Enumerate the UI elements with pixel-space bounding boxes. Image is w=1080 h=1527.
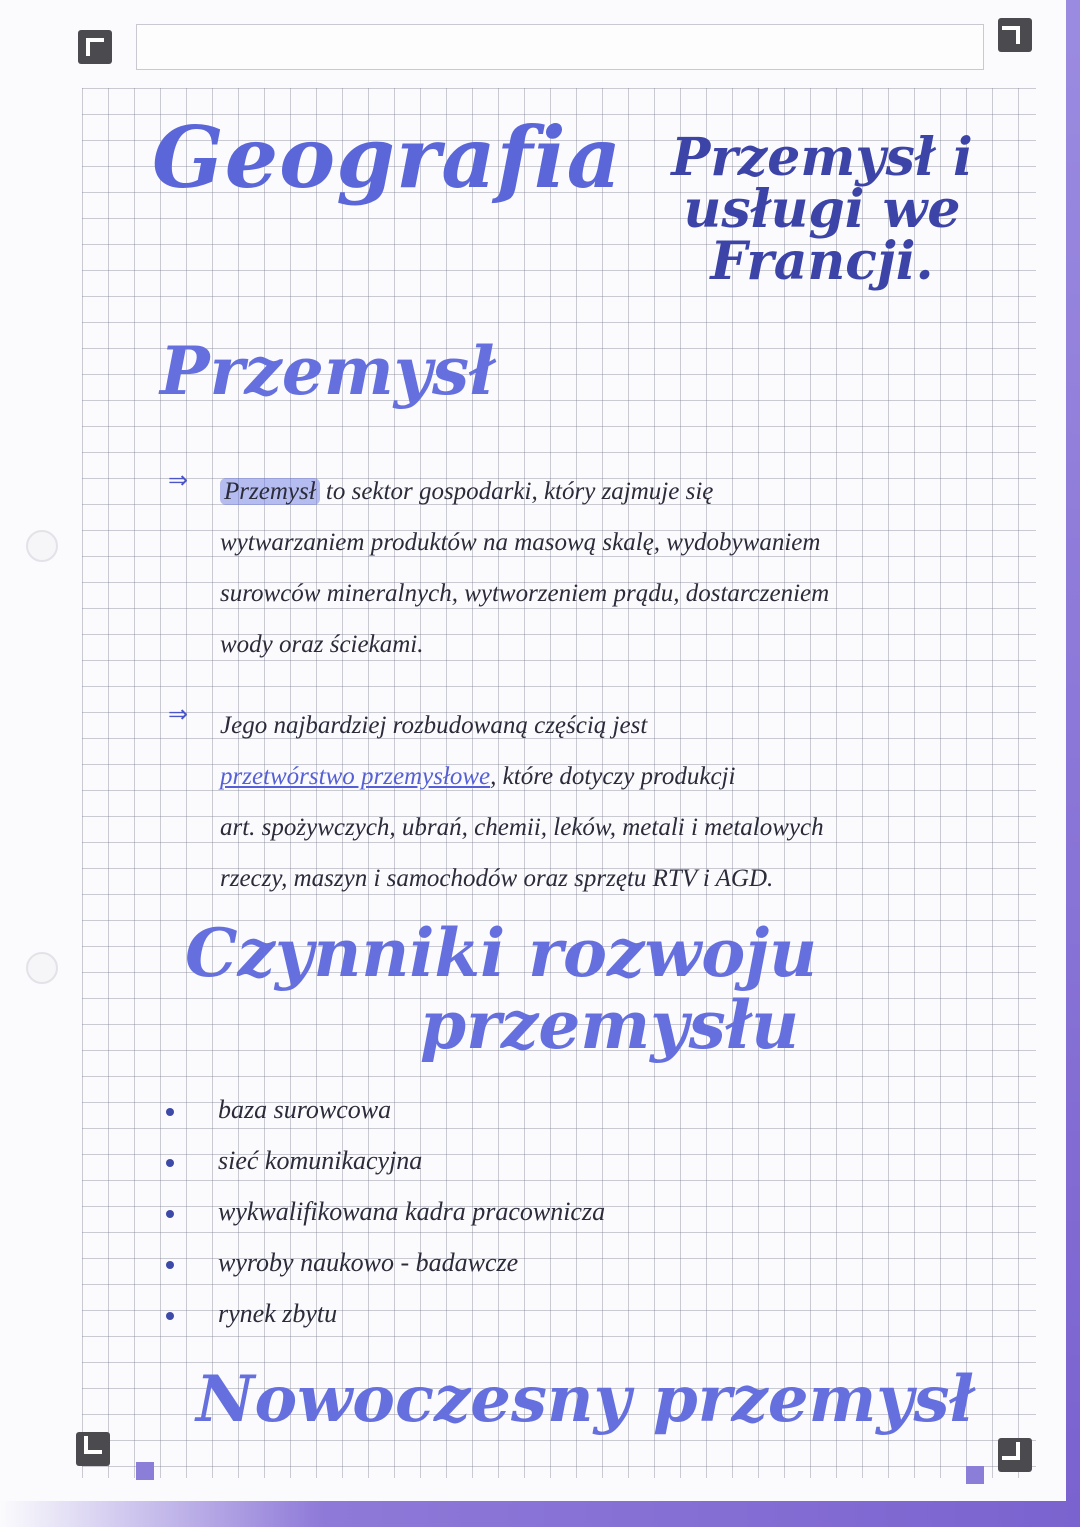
bullet-icon (166, 1108, 174, 1116)
page-edge-right (1066, 0, 1080, 1527)
text-line: wody oraz ściekami. (220, 631, 424, 658)
text-line: wytwarzaniem produktów na masową skalę, wydobywaniem (220, 529, 821, 556)
list-item: wykwalifikowana kadra pracownicza (166, 1186, 605, 1237)
text-line: Jego najbardziej rozbudowaną częścią jest (220, 712, 648, 739)
paragraph-definition: ⇒ Przemysł to sektor gospodarki, który zajmuje się wytwarzaniem produktów na masową skalę, wydobywaniem surowców mineralnych, wytworzeniem prądu, dostarczeniem wody oraz ściekami. (168, 466, 1038, 670)
section-heading-factors-line1: Czynniki rozwoju (185, 914, 818, 992)
text-line: art. spożywczych, ubrań, chemii, leków, metali i metalowych (220, 814, 824, 841)
corner-marker-bottom-right-icon (998, 1438, 1032, 1472)
corner-marker-bottom-left-icon (76, 1432, 110, 1466)
corner-marker-top-right-icon (998, 18, 1032, 52)
factors-list (166, 1084, 605, 1339)
highlighted-term: Przemysł (220, 478, 320, 505)
section-heading-industry: Przemysł (160, 332, 495, 410)
page-square-marker-right (966, 1466, 984, 1484)
bullet-icon (166, 1210, 174, 1218)
list-item: sieć komunikacyjna (166, 1135, 605, 1186)
binder-hole (26, 530, 58, 562)
arrow-icon: ⇒ (168, 468, 189, 494)
section-heading-modern: Nowoczesny przemysł (196, 1362, 975, 1437)
list-item: wyroby naukowo - badawcze (166, 1237, 605, 1288)
header-field (136, 24, 984, 70)
section-heading-factors-line2: przemysłu (420, 986, 800, 1064)
bullet-icon (166, 1159, 174, 1167)
list-item: rynek zbytu (166, 1288, 605, 1339)
corner-marker-top-left-icon (78, 30, 112, 64)
paragraph-processing: ⇒ Jego najbardziej rozbudowaną częścią jest przetwórstwo przemysłowe, które dotyczy produkcji art. spożywczych, ubrań, chemii, leków, metali i metalowych rzeczy, maszyn i samochodów oraz sprzętu RTV i AGD. (168, 700, 1038, 904)
page-title: Geografia (152, 108, 623, 207)
page-edge-bottom (0, 1501, 1080, 1527)
topic-title: Przemysł i usługi we Francji. (671, 127, 973, 292)
highlighted-term: przetwórstwo przemysłowe (220, 763, 491, 790)
page-square-marker-left (136, 1462, 154, 1480)
binder-hole (26, 952, 58, 984)
arrow-icon: ⇒ (168, 702, 189, 728)
list-item: baza surowcowa (166, 1084, 605, 1135)
text-line: surowców mineralnych, wytworzeniem prądu, dostarczeniem (220, 580, 830, 607)
bullet-icon (166, 1261, 174, 1269)
bullet-icon (166, 1312, 174, 1320)
text-line: rzeczy, maszyn i samochodów oraz sprzętu RTV i AGD. (220, 865, 774, 892)
